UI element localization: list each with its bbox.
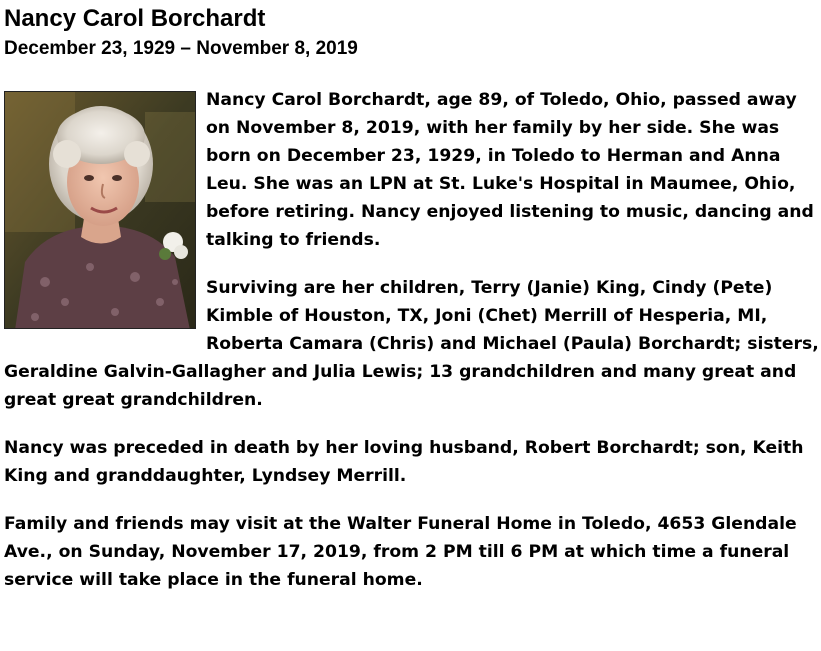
life-dates: December 23, 1929 – November 8, 2019 (4, 38, 358, 59)
obituary-body (4, 86, 820, 614)
obituary-paragraph: Nancy was preceded in death by her loving husband, Robert Borchardt; son, Keith King and granddaughter, Lyndsey Merrill. (4, 438, 804, 486)
obituary-title: Nancy Carol Borchardt (4, 5, 266, 32)
obituary-paragraph: Nancy Carol Borchardt, age 89, of Toledo, Ohio, passed away on November 8, 2019, with her family by her side. She was born on December 23, 1929, in Toledo to Herman and Anna Leu. She was an LPN at St. Luke's Hospital in Maumee, Ohio, before retiring. Nancy enjoyed listening to music, dancing and talking to friends. (206, 90, 814, 250)
portrait-photo (4, 91, 196, 329)
obituary-paragraph: Family and friends may visit at the Walter Funeral Home in Toledo, 4653 Glendale Ave., on Sunday, November 17, 2019, from 2 PM till 6 PM at which time a funeral service will take place in the funeral home. (4, 514, 797, 590)
obituary-paragraph: Surviving are her children, Terry (Janie) King, Cindy (Pete) Kimble of Houston, TX, Joni (Chet) Merrill of Hesperia, MI, Roberta Camara (Chris) and Michael (Paula) Borchardt; sisters, Geraldine Galvin-Gallagher and Julia Lewis; 13 grandchildren and many great and great great grandchildren. (4, 278, 819, 410)
